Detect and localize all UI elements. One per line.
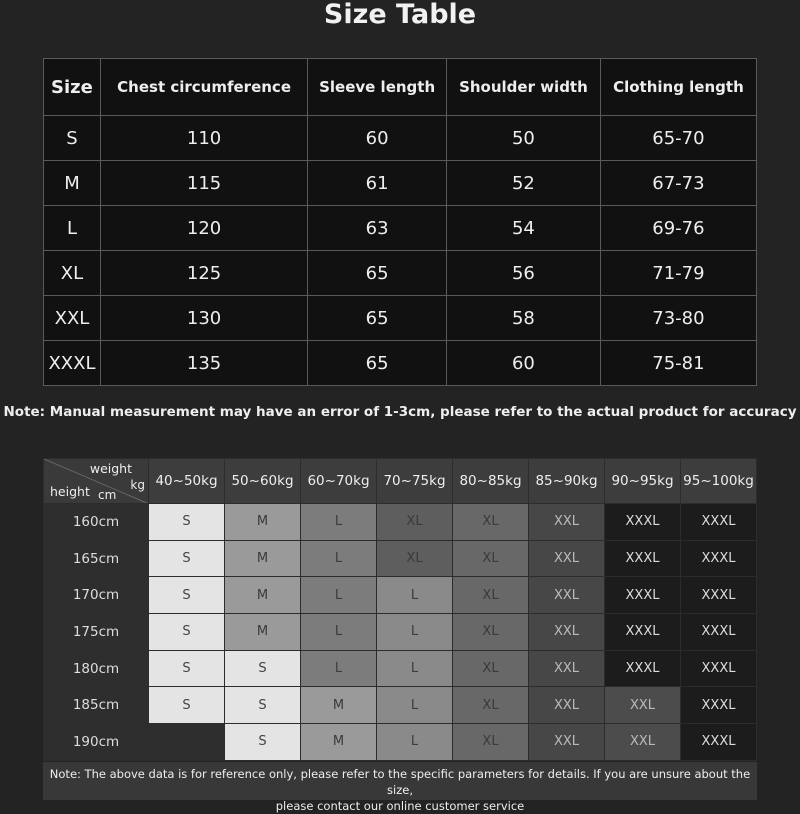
size-cell: XXL [529, 504, 605, 541]
table-cell: 50 [447, 116, 601, 161]
weight-range-header: 60~70kg [301, 459, 377, 504]
size-cell: M [225, 504, 301, 541]
table-cell: 115 [100, 161, 307, 206]
column-header: Shoulder width [447, 59, 601, 116]
size-cell: XXXL [605, 540, 681, 577]
table-cell: 56 [447, 251, 601, 296]
size-cell: XXXL [681, 724, 757, 761]
size-cell: S [149, 577, 225, 614]
table-cell: 52 [447, 161, 601, 206]
table-cell: 75-81 [600, 341, 756, 386]
size-cell: XXL [605, 724, 681, 761]
table-cell: 120 [100, 206, 307, 251]
size-cell: XL [453, 650, 529, 687]
table-cell: 71-79 [600, 251, 756, 296]
size-cell: XL [453, 687, 529, 724]
weight-range-header: 90~95kg [605, 459, 681, 504]
size-cell: XL [377, 540, 453, 577]
size-cell: S [225, 724, 301, 761]
table-row [44, 540, 757, 577]
table-row [44, 161, 757, 206]
table-cell: S [44, 116, 101, 161]
weight-range-header: 40~50kg [149, 459, 225, 504]
size-cell: XXXL [605, 614, 681, 651]
size-cell: XXXL [605, 577, 681, 614]
size-cell: L [377, 614, 453, 651]
size-cell: XXXL [605, 650, 681, 687]
size-cell: XXL [529, 614, 605, 651]
size-cell: XL [453, 504, 529, 541]
table-row [44, 296, 757, 341]
size-cell: L [377, 687, 453, 724]
size-cell: XXXL [681, 540, 757, 577]
size-cell: L [377, 724, 453, 761]
size-cell: M [225, 540, 301, 577]
table-cell: 65 [308, 296, 447, 341]
size-cell: XL [453, 577, 529, 614]
size-cell: S [149, 614, 225, 651]
size-cell: XXXL [681, 614, 757, 651]
size-cell: XXXL [605, 504, 681, 541]
table-row [44, 341, 757, 386]
size-cell: XL [453, 724, 529, 761]
size-table [43, 58, 757, 386]
size-cell: XL [377, 504, 453, 541]
size-cell: S [225, 687, 301, 724]
height-weight-corner [44, 459, 149, 504]
table-cell: 65 [308, 251, 447, 296]
height-label: 175cm [44, 614, 149, 651]
size-cell: M [225, 614, 301, 651]
table-cell: 110 [100, 116, 307, 161]
column-header: Chest circumference [100, 59, 307, 116]
cm-label: cm [98, 488, 117, 502]
table-cell: 61 [308, 161, 447, 206]
weight-range-header: 50~60kg [225, 459, 301, 504]
weight-range-header: 95~100kg [681, 459, 757, 504]
size-cell: L [301, 504, 377, 541]
table-cell: XXXL [44, 341, 101, 386]
weight-range-header: 85~90kg [529, 459, 605, 504]
height-label: 185cm [44, 687, 149, 724]
size-cell: S [149, 687, 225, 724]
weight-range-header: 80~85kg [453, 459, 529, 504]
table-row [44, 504, 757, 541]
size-cell: XL [453, 540, 529, 577]
table-cell: 65 [308, 341, 447, 386]
size-recommendation-table [43, 458, 757, 761]
table-cell: 65-70 [600, 116, 756, 161]
table-cell: 125 [100, 251, 307, 296]
size-cell: XXXL [681, 504, 757, 541]
height-label: 165cm [44, 540, 149, 577]
size-cell: L [301, 577, 377, 614]
table-cell: 69-76 [600, 206, 756, 251]
size-cell: XXL [529, 577, 605, 614]
table-row [44, 687, 757, 724]
table-cell: 60 [447, 341, 601, 386]
table-cell: 130 [100, 296, 307, 341]
reference-note [43, 762, 757, 813]
size-cell: XL [453, 614, 529, 651]
column-header: Sleeve length [308, 59, 447, 116]
table-row [44, 614, 757, 651]
reference-note-line2: please contact our online customer service [275, 799, 525, 813]
size-cell: XXL [605, 687, 681, 724]
size-cell: XXXL [681, 650, 757, 687]
reference-note-line1: Note: The above data is for reference only, please refer to the specific parameters for details. If you are unsure about the size, [49, 767, 751, 797]
table-cell: 60 [308, 116, 447, 161]
size-cell: XXL [529, 687, 605, 724]
size-cell [149, 724, 225, 761]
size-cell: S [225, 650, 301, 687]
table-row [44, 251, 757, 296]
size-cell: L [301, 650, 377, 687]
size-cell: M [301, 687, 377, 724]
table-row [44, 577, 757, 614]
weight-label: weight [89, 461, 132, 476]
page-title: Size Table [323, 0, 477, 30]
size-cell: M [301, 724, 377, 761]
size-cell: S [149, 504, 225, 541]
size-cell: M [225, 577, 301, 614]
size-cell: XXL [529, 650, 605, 687]
size-cell: L [377, 650, 453, 687]
height-label: 180cm [44, 650, 149, 687]
table-cell: 73-80 [600, 296, 756, 341]
size-table-header [44, 59, 757, 116]
table-cell: L [44, 206, 101, 251]
table-cell: 135 [100, 341, 307, 386]
table-cell: 67-73 [600, 161, 756, 206]
table-row [44, 650, 757, 687]
size-cell: L [301, 614, 377, 651]
size-cell: XXXL [681, 577, 757, 614]
table-row [44, 206, 757, 251]
size-cell: XXL [529, 540, 605, 577]
table-cell: 58 [447, 296, 601, 341]
weight-header-row [44, 459, 757, 504]
height-label: 160cm [44, 504, 149, 541]
kg-label: kg [130, 478, 145, 492]
size-cell: L [377, 577, 453, 614]
measurement-note: Note: Manual measurement may have an error of 1-3cm, please refer to the actual product for accuracy [3, 404, 797, 420]
table-row [44, 116, 757, 161]
table-row [44, 724, 757, 761]
table-cell: XXL [44, 296, 101, 341]
table-cell: M [44, 161, 101, 206]
column-header: Clothing length [600, 59, 756, 116]
size-cell: XXXL [681, 687, 757, 724]
size-cell: S [149, 650, 225, 687]
table-cell: 54 [447, 206, 601, 251]
weight-range-header: 70~75kg [377, 459, 453, 504]
height-label: 170cm [44, 577, 149, 614]
size-cell: XXL [529, 724, 605, 761]
table-cell: 63 [308, 206, 447, 251]
size-cell: L [301, 540, 377, 577]
table-cell: XL [44, 251, 101, 296]
height-label: height [50, 484, 90, 499]
column-header: Size [44, 59, 101, 116]
size-cell: S [149, 540, 225, 577]
height-label: 190cm [44, 724, 149, 761]
